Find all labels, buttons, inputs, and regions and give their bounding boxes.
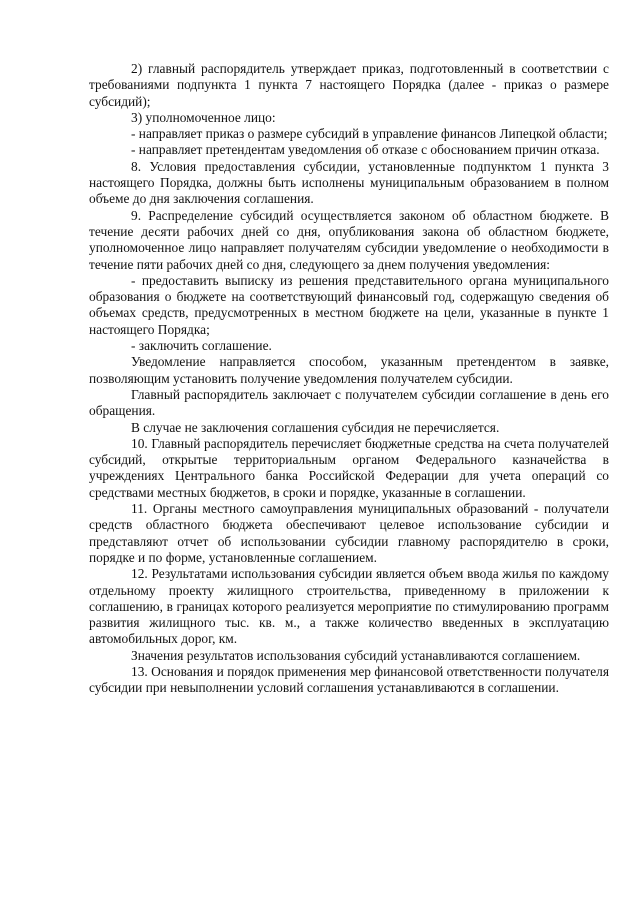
paragraph-item-12: 12. Результатами использования субсидии является объем ввода жилья по каждому отдельному проекту жилищного строительства, приведенному в приложении к соглашению, в границах которого реализуется мероприятие по стимулированию программ развития жилищного тыс. кв. м., а также количество введенных в эксплуатацию автомобильных дорог, км.	[89, 566, 609, 647]
paragraph-agreement-day: Главный распорядитель заключает с получателем субсидии соглашение в день его обращения.	[89, 386, 609, 419]
paragraph-no-agreement: В случае не заключения соглашения субсидия не перечисляется.	[131, 419, 500, 435]
paragraph-item-11: 11. Органы местного самоуправления муниципальных образований - получатели средств областного бюджета обеспечивают целевое использование субсидии и представляют отчет об использовании субсидии главному распорядителю в сроки, порядке и по форме, установленные соглашением.	[89, 501, 609, 565]
paragraph-notification-method: Уведомление направляется способом, указанным претендентом в заявке, позволяющим установить получение уведомления получателем субсидии.	[89, 354, 609, 386]
paragraph-send-order: - направляет приказ о размере субсидий в управление финансов Липецкой области;	[131, 126, 608, 142]
paragraph-provide-extract: - предоставить выписку из решения представительного органа муниципального образования о бюджете на соответствующий финансовый год, содержащую сведения об объемах средств, предусмотренных в местном бюджете на цели, указанные в пункте 1 настоящего Порядка;	[89, 272, 609, 337]
paragraph-send-refusal: - направляет претендентам уведомления об отказе с обоснованием причин отказа.	[131, 142, 600, 158]
document-page	[89, 61, 609, 697]
paragraph-conclude-agreement: - заключить соглашение.	[131, 338, 272, 354]
paragraph-item-9: 9. Распределение субсидий осуществляется законом об областном бюджете. В течение десяти рабочих дней со дня, опубликования закона об областном бюджете, уполномоченное лицо направляет получателям субсидии уведомление о необходимости в течение пяти рабочих дней со дня, следующего за днем получения уведомления:	[89, 207, 609, 272]
paragraph-approve-order: 2) главный распорядитель утверждает приказ, подготовленный в соответствии с требованиями подпункта 1 пункта 7 настоящего Порядка (далее - приказ о размере субсидий);	[89, 61, 609, 109]
paragraph-item-8: 8. Условия предоставления субсидии, установленные подпунктом 1 пункта 3 настоящего Порядка, должны быть исполнены муниципальным образованием в полном объеме до дня заключения соглашения.	[89, 158, 609, 207]
paragraph-item-10: 10. Главный распорядитель перечисляет бюджетные средства на счета получателей субсидий, открытые территориальным органом Федерального казначейства в учреждениях Центрального банка Российской Федерации для учета операций со средствами местных бюджетов, в сроки и порядке, указанные в соглашении.	[89, 435, 609, 500]
paragraph-item-13: 13. Основания и порядок применения мер финансовой ответственности получателя субсидии при невыполнении условий соглашения устанавливаются в соглашении.	[89, 663, 609, 696]
paragraph-authorized-person: 3) уполномоченное лицо:	[131, 109, 276, 125]
paragraph-result-values: Значения результатов использования субсидий устанавливаются соглашением.	[131, 647, 581, 663]
